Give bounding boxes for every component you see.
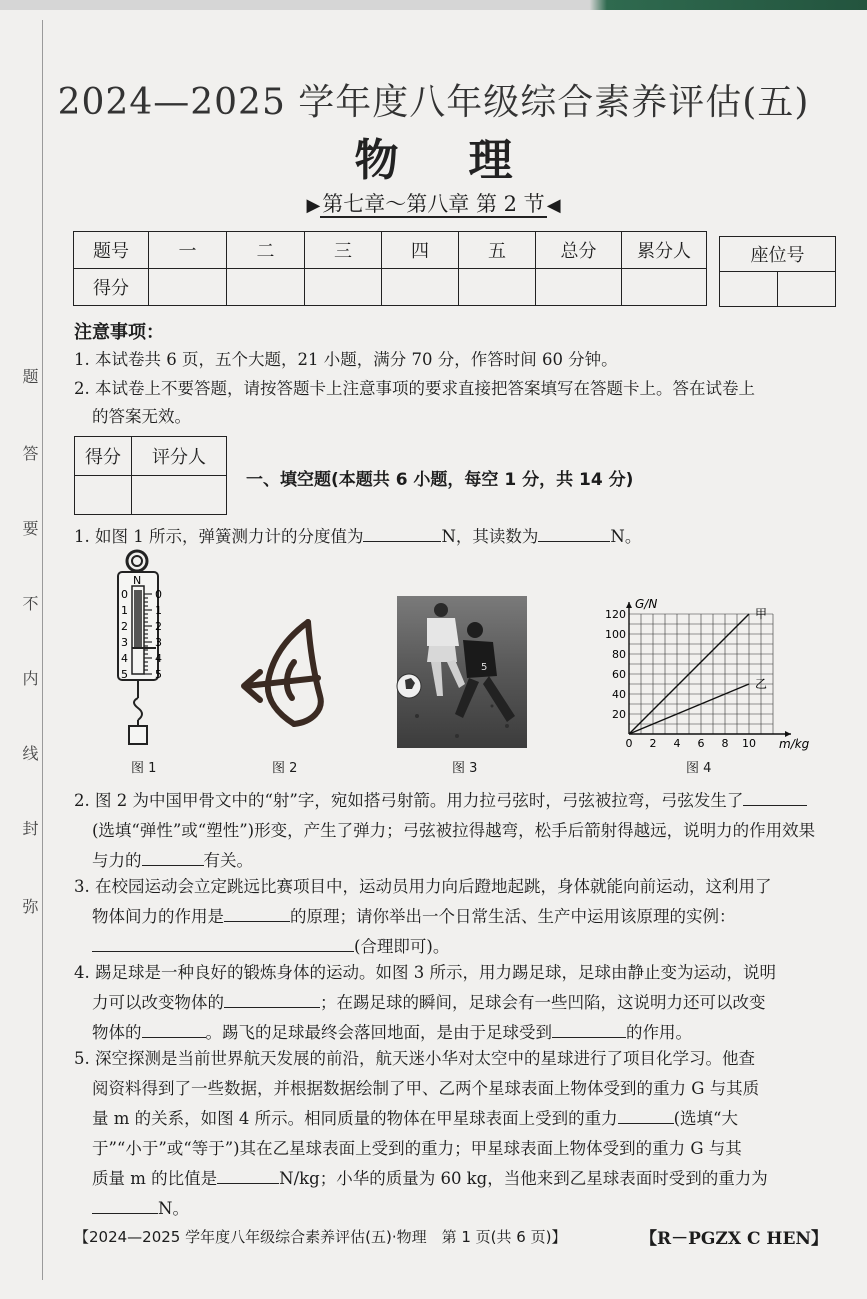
score-cell	[622, 269, 707, 306]
binding-word: 封	[20, 820, 39, 836]
x-axis-label: m/kg	[779, 737, 810, 751]
q1-text-b: N，其读数为	[441, 527, 539, 546]
scale-tick-label: 4	[121, 652, 128, 665]
grader-score-label: 得分	[75, 437, 132, 476]
series-label: 甲	[755, 607, 768, 621]
q4-line-3a: 物体的	[92, 1023, 142, 1042]
y-tick-label: 20	[612, 708, 626, 721]
y-axis-arrow	[626, 602, 632, 608]
figure-4-caption: 图 4	[686, 761, 712, 776]
series-label: 乙	[755, 677, 768, 691]
note-item: 1. 本试卷共 6 页，五个大题，21 小题，满分 70 分，作答时间 60 分钟。	[74, 350, 618, 369]
x-tick-label: 10	[742, 737, 756, 750]
scale-tick-label: 1	[155, 604, 162, 617]
x-tick-label: 4	[673, 737, 681, 750]
q3-line-2a: 物体间力的作用是	[92, 907, 224, 926]
q2-line-2: (选填“弹性”或“塑性”)形变，产生了弹力；弓弦被拉得越弯，松手后箭射得越远，说明力的作用效果	[92, 821, 816, 840]
scale-tick-label: 5	[121, 668, 128, 681]
q5-line-3a: 量 m 的关系，如图 4 所示。相同质量的物体在甲星球表面上受到的重力	[92, 1109, 618, 1128]
y-tick-label: 60	[612, 668, 626, 681]
answer-blank	[92, 1195, 158, 1214]
answer-blank	[224, 989, 320, 1008]
grader-cell	[132, 476, 227, 515]
grader-name-label: 评分人	[132, 437, 227, 476]
binding-word: 线	[20, 745, 39, 761]
q4-line-2b: ；在踢足球的瞬间，足球会有一些凹陷，这说明力还可以改变	[320, 993, 766, 1012]
figure-2-caption: 图 2	[272, 761, 298, 776]
q1-text-a: 1. 如图 1 所示，弹簧测力计的分度值为	[74, 527, 364, 546]
scale-tick-label: 5	[155, 668, 162, 681]
question-1	[74, 522, 844, 552]
oracle-bone-character-figure	[238, 618, 328, 730]
answer-blank	[552, 1019, 626, 1038]
q4-line-1: 4. 踢足球是一种良好的锻炼身体的运动。如图 3 所示，用力踢足球，足球由静止变为运动，说明	[74, 963, 776, 982]
y-tick-label: 100	[605, 628, 626, 641]
binding-word: 答	[20, 445, 39, 461]
scale-tick-label: 3	[121, 636, 128, 649]
q2-line-3b: 有关。	[203, 851, 253, 870]
scale-tick-label: 4	[155, 652, 162, 665]
x-tick-label: 2	[649, 737, 657, 750]
score-header-cell: 四	[382, 232, 459, 269]
score-cell	[227, 269, 305, 306]
q4-line-3c: 的作用。	[626, 1023, 692, 1042]
scale-tick-label: 1	[121, 604, 128, 617]
answer-blank	[142, 847, 204, 866]
score-cell	[459, 269, 536, 306]
score-cell	[305, 269, 382, 306]
score-header-cell: 二	[227, 232, 305, 269]
page-footer: 【2024—2025 学年度八年级综合素养评估(五)·物理 第 1 页(共 6 页)】	[74, 1228, 567, 1246]
q5-line-6: N。	[158, 1199, 189, 1218]
scope-text: 第七章～第八章 第 2 节	[322, 192, 545, 216]
note-item: 的答案无效。	[92, 407, 191, 426]
q1-text-c: N。	[610, 527, 642, 546]
grader-cell	[75, 476, 132, 515]
seat-label: 座位号	[720, 237, 836, 272]
answer-blank	[363, 523, 441, 542]
notes-heading: 注意事项：	[74, 322, 164, 343]
binding-word: 不	[20, 595, 39, 611]
score-cell	[149, 269, 227, 306]
scale-tick-label: 2	[121, 620, 128, 633]
answer-blank	[142, 1019, 206, 1038]
answer-blank	[217, 1165, 279, 1184]
scale-tick-label: 2	[155, 620, 162, 633]
question-3	[74, 872, 844, 962]
binding-word: 内	[20, 670, 39, 686]
q2-line-3a: 与力的	[92, 851, 142, 870]
answer-blank	[92, 933, 354, 952]
scope-right-marker: ◀	[546, 195, 561, 216]
score-header-cell: 三	[305, 232, 382, 269]
q3-line-3: (合理即可)。	[354, 937, 450, 956]
paper-code: 【R－PGZX C HEN】	[640, 1229, 828, 1249]
scope-left-marker: ▶	[306, 195, 321, 216]
x-tick-label: 8	[721, 737, 729, 750]
figure-1-caption: 图 1	[131, 761, 157, 776]
y-tick-label: 120	[605, 608, 626, 621]
note-item: 2. 本试卷上不要答题，请按答题卡上注意事项的要求直接把答案填写在答题卡上。答在试卷上	[74, 379, 755, 398]
figure-3-caption: 图 3	[452, 761, 478, 776]
answer-blank	[618, 1105, 674, 1124]
q5-line-3b: (选填“大	[673, 1109, 738, 1128]
score-header-cell: 题号	[74, 232, 149, 269]
scale-unit: N	[133, 574, 142, 587]
section-title: 一、填空题(本题共 6 小题，每空 1 分，共 14 分)	[246, 470, 634, 490]
scale-tick-label: 0	[121, 588, 128, 601]
q5-line-5a: 质量 m 的比值是	[92, 1169, 218, 1188]
scale-tick-label: 3	[155, 636, 162, 649]
y-axis-label: G/N	[635, 597, 658, 611]
seat-table	[719, 236, 836, 307]
score-cell	[382, 269, 459, 306]
q3-line-2b: 的原理；请你举出一个日常生活、生产中运用该原理的实例：	[290, 907, 736, 926]
score-header-cell: 一	[149, 232, 227, 269]
y-tick-label: 80	[612, 648, 626, 661]
q3-line-1: 3. 在校园运动会立定跳远比赛项目中，运动员用力向后蹬地起跳，身体就能向前运动，这利用了	[74, 877, 772, 896]
seat-cell	[778, 272, 836, 307]
binding-word: 要	[20, 520, 39, 536]
scale-tick-label: 0	[155, 588, 162, 601]
answer-blank	[743, 787, 807, 806]
score-header-cell: 累分人	[622, 232, 707, 269]
answer-blank	[224, 903, 290, 922]
binding-word: 弥	[20, 898, 39, 914]
q4-line-3b: 。踢飞的足球最终会落回地面，是由于足球受到	[205, 1023, 552, 1042]
exam-title: 2024—2025 学年度八年级综合素养评估(五)	[57, 82, 810, 123]
jersey-number: 5	[481, 662, 488, 673]
q2-line-1: 2. 图 2 为中国甲骨文中的“射”字，宛如搭弓射箭。用力拉弓弦时，弓弦被拉弯，弓弦发生了	[74, 791, 744, 810]
question-4	[74, 958, 844, 1048]
q5-line-4: 于”“小于”或“等于”)其在乙星球表面上受到的重力；甲星球表面上物体受到的重力 G 与其	[92, 1139, 742, 1158]
x-tick-label: 6	[697, 737, 705, 750]
question-5	[74, 1044, 844, 1224]
score-table	[73, 231, 707, 306]
gravity-mass-chart	[605, 596, 810, 752]
q5-line-1: 5. 深空探测是当前世界航天发展的前沿，航天迷小华对太空中的星球进行了项目化学习。他查	[74, 1049, 755, 1068]
chapter-scope	[0, 188, 867, 218]
binding-word: 题	[20, 368, 39, 384]
football-photo	[397, 596, 527, 748]
spring-scale-figure	[110, 548, 180, 748]
score-row-label: 得分	[74, 269, 149, 306]
score-header-cell: 五	[459, 232, 536, 269]
grader-table	[74, 436, 227, 515]
q5-line-5b: N/kg；小华的质量为 60 kg，当他来到乙星球表面时受到的重力为	[279, 1169, 768, 1188]
x-tick-label: 0	[625, 737, 633, 750]
top-color-band	[0, 0, 867, 10]
question-2	[74, 786, 844, 876]
seat-cell	[720, 272, 778, 307]
subject-title: 物理	[354, 135, 583, 186]
score-cell	[536, 269, 622, 306]
answer-blank	[538, 523, 610, 542]
y-tick-label: 40	[612, 688, 626, 701]
q5-line-2: 阅资料得到了一些数据，并根据数据绘制了甲、乙两个星球表面上物体受到的重力 G 与其质	[92, 1079, 760, 1098]
q4-line-2a: 力可以改变物体的	[92, 993, 224, 1012]
score-header-cell: 总分	[536, 232, 622, 269]
